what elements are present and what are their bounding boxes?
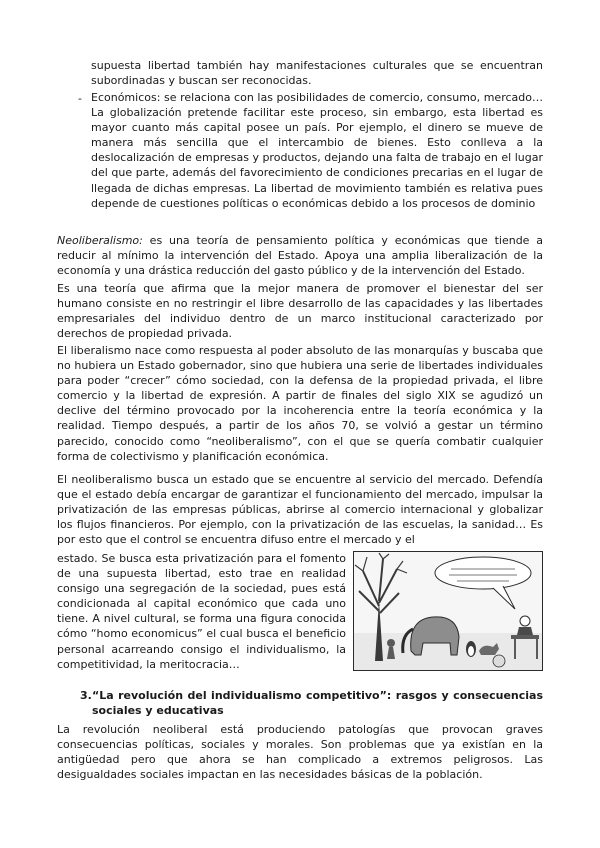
economic-bullet-text: Económicos: se relaciona con las posibilidades de comercio, consumo, mercado… La globalización pretende facilitar este proceso, sin embargo, esta libertad es mayor cuanto más capital posee un país. Por ejemplo, el dinero se mueve de manera más sencilla que el intercambio de bienes. Esto conlleva a la deslocalización de empresas y productos, dejando una falta de trabajo en el lugar del que parte, además del favorecimiento de condiciones precarias en el lugar de llegada de dichas empresas. La libertad de movimiento también es relativa pues depende de cuestiones políticas o económicas debido a los procesos de dominio [91,91,543,210]
cartoon-illustration [353,551,543,671]
neoliberalism-definition [57,233,543,278]
theory-paragraph: Es una teoría que afirma que la mejor manera de promover el bienestar del ser humano consiste en no restringir el libre desarrollo de las capacidades y las libertades empresariales del individuo dentro de un marco institucional caracterizado por derechos de propiedad privada. [57,282,543,341]
neoliberalism-term: Neoliberalismo: [57,234,143,247]
liberalism-paragraph: El liberalismo nace como respuesta al poder absoluto de las monarquías y buscaba que no hubiera un Estado gobernador, sino que hubiera una serie de libertades individuales para poder “crecer” cómo sociedad, con la defensa de la propiedad privada, el libre comercio y la libertad de expresión. A partir de finales del siglo XIX se agudizó un declive del término provocado por la incoherencia entre la teoría económica y la realidad. Tiempo después, a partir de los años 70, se volvió a gestar un término parecido, conocido como “neoliberalismo”, con el que se quería combatir cualquier forma de colectivismo y planificación económica. [57,344,543,463]
cartoon-drawing [353,551,543,671]
neoliberalism-definition-text: es una teoría de pensamiento política y económicas que tiende a reducir al mínimo la intervención del Estado. Apoya una amplia liberalización de la economía y una drástica reducción del gasto público y de la intervención del Estado. [57,234,543,278]
bullet-marker: - [78,92,82,105]
section-title: “La revolución del individualismo competitivo”: rasgos y consecuencias sociales y educativas [92,689,543,717]
state-paragraph: El neoliberalismo busca un estado que se encuentre al servicio del mercado. Defendía que el estado debía encargar de garantizar el funcionamiento del mercado, impulsar la privatización de las empresas públicas, abrirse al comercio internacional y globalizar los flujos financieros. Por ejemplo, con la privatización de las escuelas, la sanidad… Es por esto que el control se encuentra difuso entre el mercado y el [57,473,543,547]
final-paragraph: La revolución neoliberal está produciendo patologías que provocan graves consecuencias políticas, sociales y morales. Son problemas que ya existían en la antigüedad pero que ahora se han complicado a extremos peligrosos. Las desigualdades sociales impactan en las necesidades básicas de la población. [57,723,543,782]
privatization-paragraph: estado. Se busca esta privatización para el fomento de una supuesta libertad, esto trae en realidad consigo una segregación de la sociedad, pues está condicionada al capital económico que cada uno tiene. A nivel cultural, se forma una figura conocida cómo “homo economicus” el cual busca el beneficio personal acarreando consigo el individualismo, la competitividad, la meritocracia… [57,552,346,671]
section-number: 3. [80,689,92,702]
intro-paragraph: supuesta libertad también hay manifestaciones culturales que se encuentran subordinadas y buscan ser reconocidas. [91,59,543,88]
